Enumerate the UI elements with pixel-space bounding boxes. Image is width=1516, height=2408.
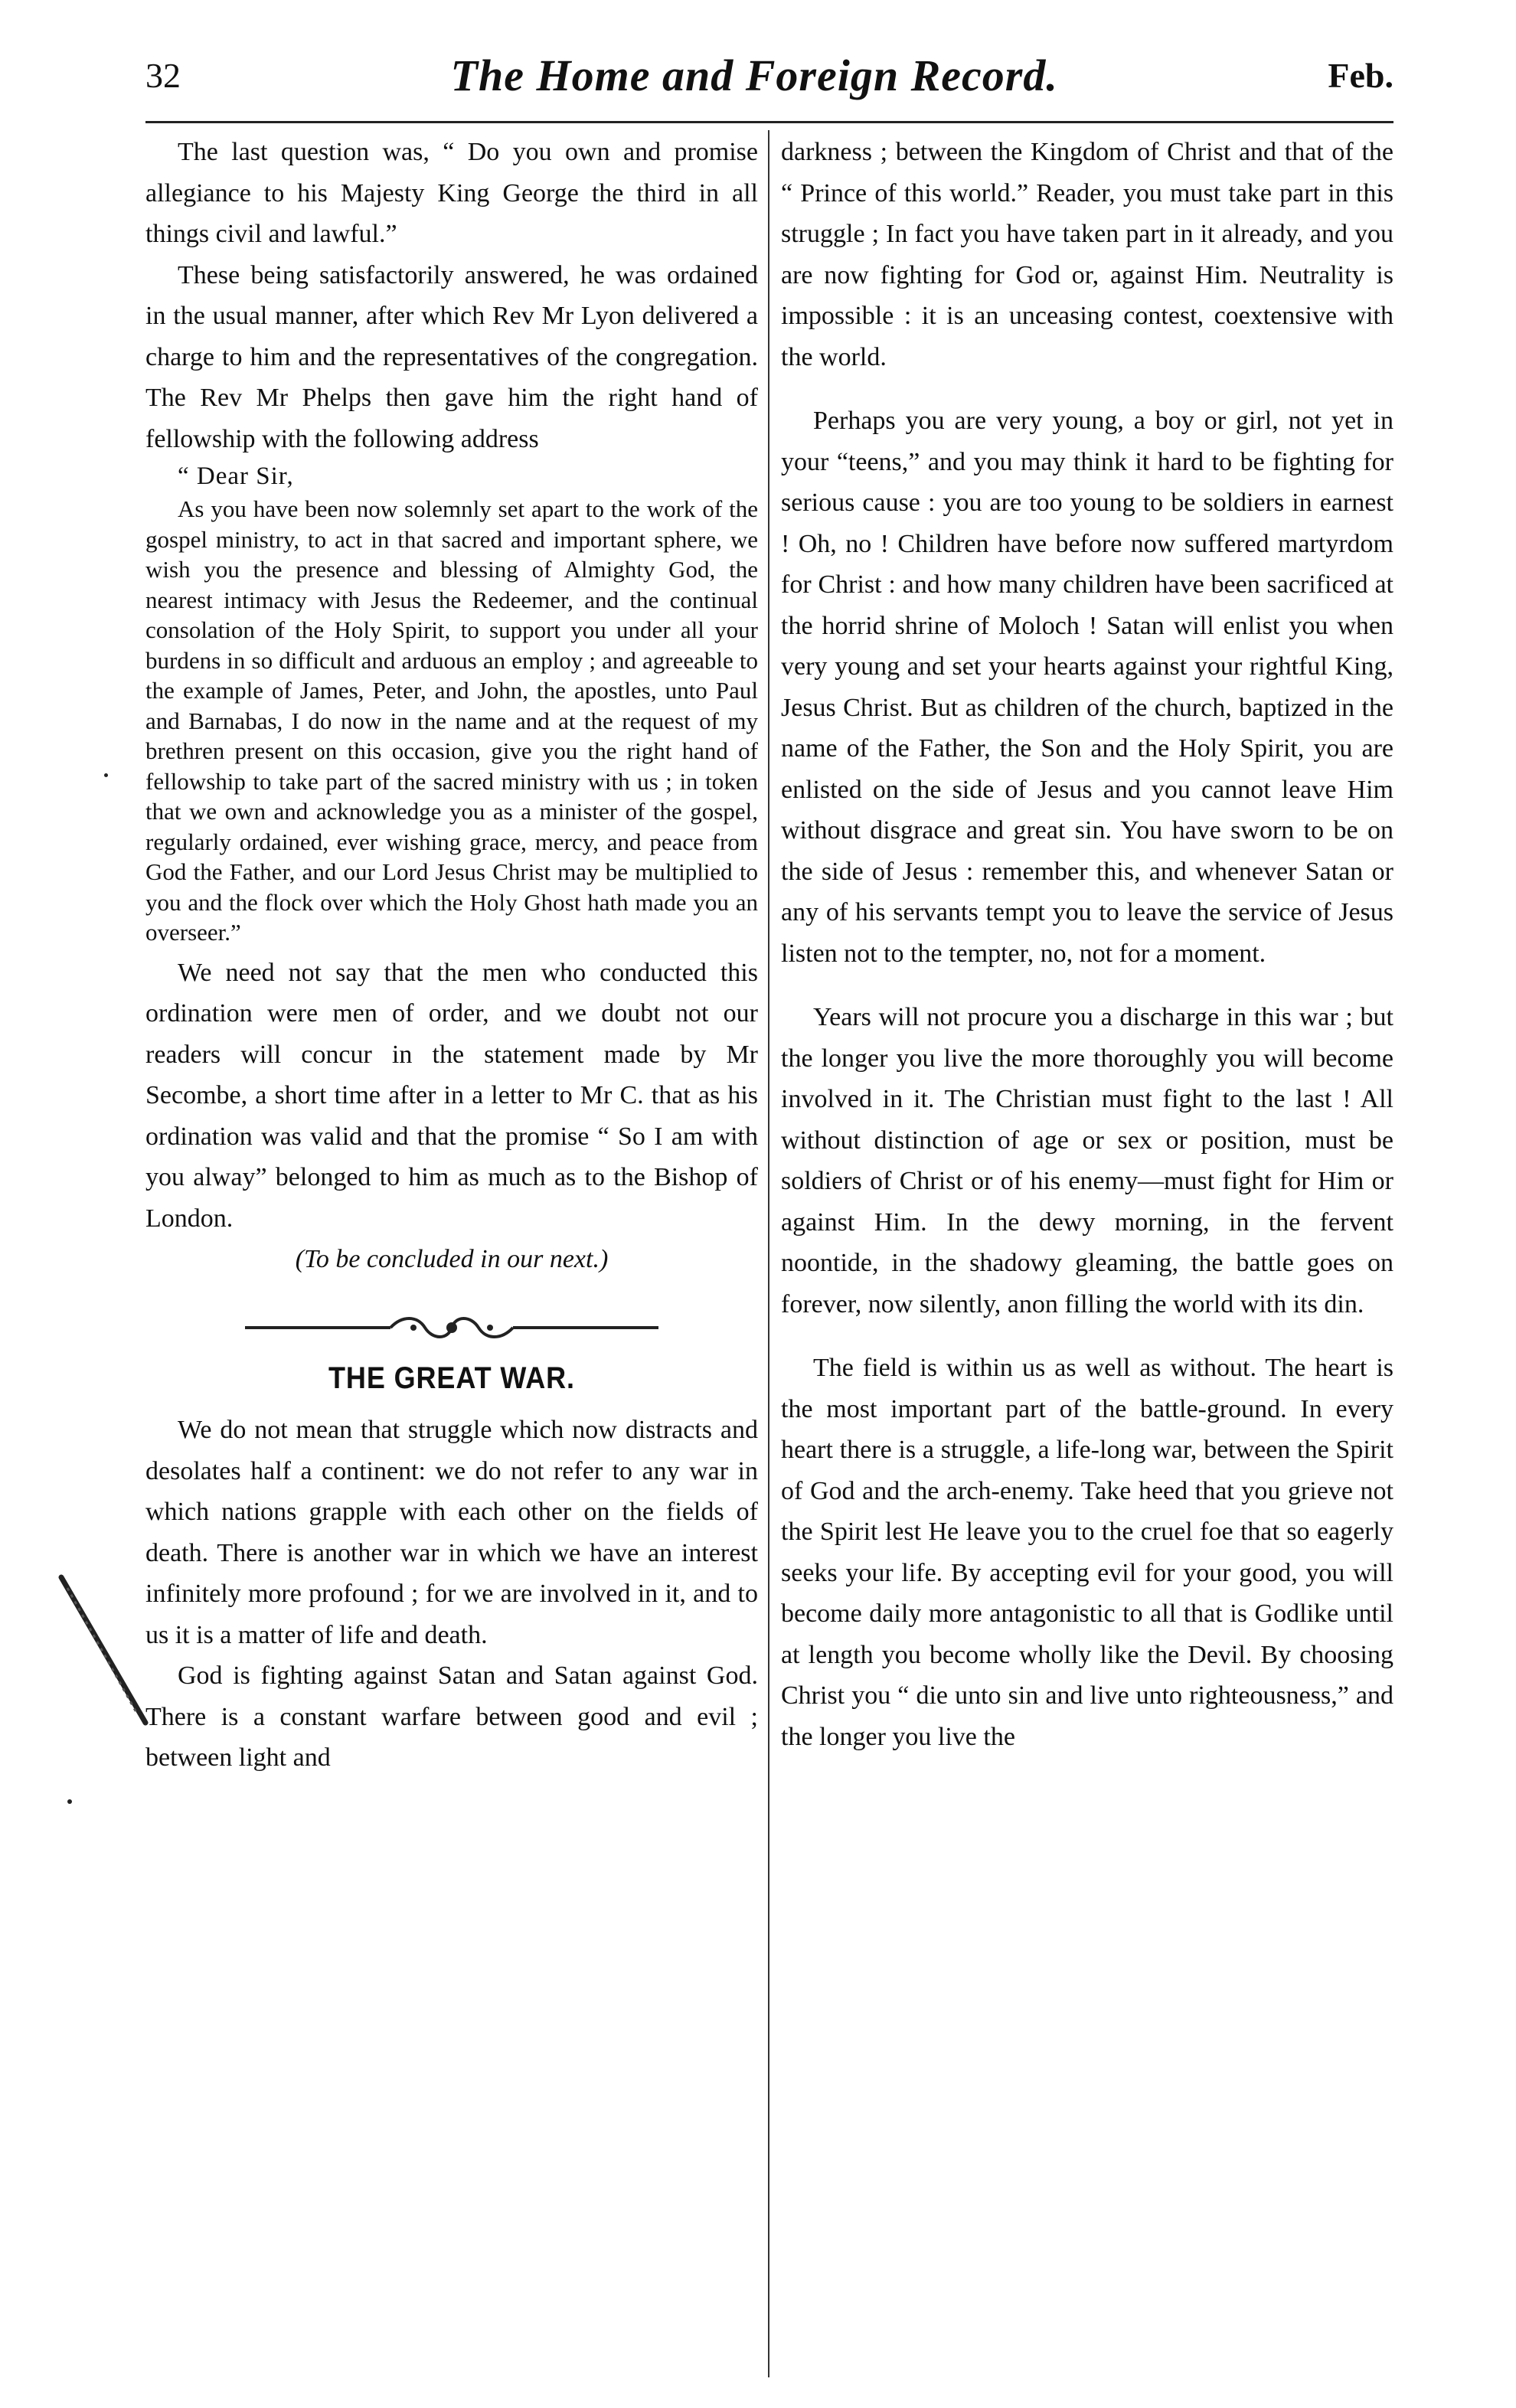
page-header [145, 44, 1393, 106]
fellowship-address: As you have been now solemnly set apart to the work of the gospel ministry, to act in that sacred and important sphere, we wish you the presence and blessing of Almighty God, the nearest intimacy with Jesus the Redeemer, and the continual consolation of the Holy Spirit, to support you under all your burdens in so difficult and arduous an employ ; and agreeable to the example of James, Peter, and John, the apostles, unto Paul and Barnabas, I do now in the name and at the request of my brethren present on this occasion, give you the right hand of fellowship to take part of the sacred ministry with us ; in token that we own and acknowledge you as a minister of the gospel, regularly ordained, ever wishing grace, mercy, and peace from God the Father, and our Lord Jesus Christ may be multiplied to you and the flock over which the Holy Ghost hath made you an overseer.” [145, 495, 758, 946]
margin-pencil-mark [54, 1570, 161, 1738]
right-column [781, 132, 1393, 1757]
address-salutation: “ Dear Sir, [178, 462, 294, 490]
page-number: 32 [145, 55, 181, 95]
margin-dot [67, 1799, 72, 1804]
margin-dot [104, 773, 108, 777]
paragraph-ordination: These being satisfactorily answered, he was ordained in the usual manner, after which Rev Mr Lyon delivered a charge to him and the representatives of the congregation. The Rev Mr Phelps then gave him the right hand of fellowship with the following address [145, 260, 758, 453]
left-column [145, 132, 758, 1779]
header-rule [145, 121, 1393, 123]
paragraph-darkness: darkness ; between the Kingdom of Christ and that of the “ Prince of this world.” Reader, you must take part in this struggle ; In fact you have taken part in it already, and you are now fighting for God or, against Him. Neutrality is impossible : it is an unceasing contest, coextensive with the world. [781, 138, 1393, 371]
paragraph-years: Years will not procure you a discharge in this war ; but the longer you live the more thoroughly you will become involved in it. The Christian must fight to the last ! All without distinction of age or sex or position, must be soldiers of Christ or of his enemy—must fight for Him or against Him. In the dewy morning, in the fervent noontide, in the shadowy gleaming, the battle goes on forever, now silently, anon filling the world with its din. [781, 1003, 1393, 1318]
paragraph-very-young: Perhaps you are very young, a boy or girl, not yet in your “teens,” and you may think it hard to be fighting for serious cause : you are too young to be soldiers in earnest ! Oh, no ! Children have before now suffered martyrdom for Christ : and how many children have been sacrificed at the horrid shrine of Moloch ! Satan will enlist you when very young and set your hearts against your rightful King, Jesus Christ. But as children of the church, baptized in the name of the Father, the Son and the Holy Spirit, you are enlisted on the side of Jesus and you cannot leave Him without disgrace and great sin. You have sworn to be on the side of Jesus : remember this, and whenever Satan or any of his servants tempt you to leave the service of Jesus listen not to the tempter, no, not for a moment. [781, 407, 1393, 968]
paragraph-men-of-order: We need not say that the men who conducted this ordination were men of order, and we doubt not our readers will concur in the statement made by Mr Secombe, a short time after in a letter to Mr C. that as his ordination was valid and that the promise “ So I am with you alway” belonged to him as much as to the Bishop of London. [145, 958, 758, 1233]
column-divider [768, 130, 769, 2377]
section-title: THE GREAT WAR. [328, 1361, 575, 1395]
paragraph-not-that-struggle: We do not mean that struggle which now distracts and desolates half a continent: we do not refer to any war in which nations grapple with each other on the fields of death. There is another war in which we have an interest infinitely more profound ; for we are involved in it, and to us it is a matter of life and death. [145, 1416, 758, 1649]
paragraph-god-fighting: God is fighting against Satan and Satan against God. There is a constant warfare between good and evil ; between light and [145, 1661, 758, 1772]
journal-title: The Home and Foreign Record. [450, 50, 1058, 100]
ornament-divider [237, 1311, 666, 1344]
paragraph-field-within: The field is within us as well as without. The heart is the most important part of the battle-ground. In every heart there is a struggle, a life-long war, between the Spirit of God and the arch-enemy. Take heed that you grieve not the Spirit lest He leave you to the cruel foe that so eagerly seeks your life. By accepting evil for your good, you will become daily more antagonistic to all that is Godlike until at length you become wholly like the Devil. By choosing Christ you “ die unto sin and live unto righteousness,” and the longer you live the [781, 1354, 1393, 1751]
paragraph-allegiance-question: The last question was, “ Do you own and promise allegiance to his Majesty King George the third in all things civil and lawful.” [145, 138, 758, 248]
issue-month: Feb. [1328, 55, 1393, 95]
continued-note: (To be concluded in our next.) [295, 1245, 609, 1273]
